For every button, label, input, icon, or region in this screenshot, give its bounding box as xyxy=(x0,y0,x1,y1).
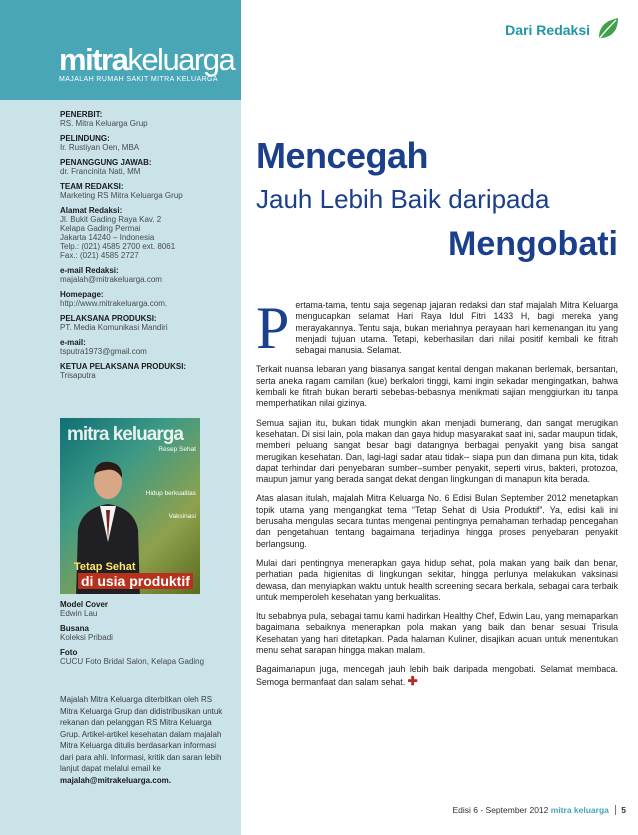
leaf-icon xyxy=(596,16,620,42)
staff-value: Fax.: (021) 4585 2727 xyxy=(60,251,139,260)
staff-heading: PELAKSANA PRODUKSI: xyxy=(60,314,157,323)
staff-value: dr. Francinita Nati, MM xyxy=(60,167,141,176)
cover-logo: mitra keluarga xyxy=(67,424,183,445)
staff-value: Jakarta 14240 – Indonesia xyxy=(60,233,155,242)
publisher-note-text: Majalah Mitra Keluarga diterbitkan oleh RS Mitra Keluarga Grup dan didistribusikan untuk rekanan dan pelanggan RS Mitra Keluarga Grup. Artikel-artikel kesehatan dalam majalah Mitra Keluarga ditulis berdasarkan informasi dari para ahli. Informasi, kritik dan saran lebih lanjut dapat melalui email ke xyxy=(60,695,223,773)
staff-value: Marketing RS Mitra Keluarga Grup xyxy=(60,191,183,200)
masthead-tagline: MAJALAH RUMAH SAKIT MITRA KELUARGA xyxy=(59,76,218,83)
staff-heading: KETUA PELAKSANA PRODUKSI: xyxy=(60,362,187,371)
article-body xyxy=(256,295,618,696)
page-number: 5 xyxy=(615,805,626,815)
staff-heading: Alamat Redaksi: xyxy=(60,206,123,215)
staff-email[interactable]: tsputra1973@gmail.com xyxy=(60,347,147,356)
title-line-3: Mengobati xyxy=(448,225,618,263)
masthead-band xyxy=(0,0,241,100)
staff-heading: PENANGGUNG JAWAB: xyxy=(60,158,152,167)
page-footer xyxy=(452,805,626,815)
cover-line: Resep Sehat xyxy=(158,446,196,453)
staff-value: RS. Mitra Keluarga Grup xyxy=(60,119,148,128)
cover-line: Vaksinasi xyxy=(168,513,196,520)
paragraph: Semua sajian itu, bukan tidak mungkin akan menjadi bumerang, dan sangat merugikan kesehatan. Di sisi lain, pola makan dan gaya hidup masyarakat saat ini, sadar maupun tidak, memberi peluang sangat besar bagi datangnya berbagai penyakit yang bisa sangat merugikan kesehatan. Dan, lagi-lagi sadar atau tidak-- siapa pun dan dimana pun kita, tidak dapat terhindar dari penyebaran sumber–sumber penyakit, seperti virus, bakteri, protozoa, maupun jamur yang berada sangat dekat dengan lingkungan di manapun kita berada. xyxy=(256,417,618,485)
credit-heading: Busana xyxy=(60,624,89,633)
drop-cap: P xyxy=(256,295,290,361)
cover-line: Hidup berkualitas xyxy=(145,490,196,497)
cover-headline-bottom: di usia produktif xyxy=(78,573,193,589)
footer-logo: mitra keluarga xyxy=(550,805,609,815)
staff-homepage-link[interactable]: http://www.mitrakeluarga.com. xyxy=(60,299,168,308)
paragraph: Bagaimanapun juga, mencegah jauh lebih baik daripada mengobati. Selamat membaca. Semoga bermanfaat dan salam sehat. xyxy=(256,664,618,687)
logo-light: keluarga xyxy=(127,42,235,77)
credit-value: Edwin Lau xyxy=(60,609,98,618)
staff-value: Kelapa Gading Permai xyxy=(60,224,141,233)
credit-heading: Model Cover xyxy=(60,600,109,609)
staff-value: Telp.: (021) 4585 2700 ext. 8061 xyxy=(60,242,176,251)
staff-list xyxy=(60,110,230,386)
credit-value: Koleksi Pribadi xyxy=(60,633,113,642)
staff-value: Ir. Rustiyan Oen, MBA xyxy=(60,143,140,152)
credit-value: CUCU Foto Bridal Salon, Kelapa Gading xyxy=(60,657,205,666)
section-rubric: Dari Redaksi xyxy=(505,22,590,38)
staff-heading: e-mail: xyxy=(60,338,86,347)
magazine-cover-image xyxy=(60,418,200,594)
staff-value: PT. Media Komunikasi Mandiri xyxy=(60,323,168,332)
masthead-logo xyxy=(59,44,234,83)
publisher-note-email[interactable]: majalah@mitrakeluarga.com. xyxy=(60,775,171,785)
paragraph: ertama-tama, tentu saja segenap jajaran redaksi dan staf majalah Mitra Keluarga mengucapkan selamat Hari Raya Idul Fitri 1433 H, bagi mereka yang merayakannya. Tentu saja, bukan meriahnya perayaan hari kemenangan itu yang menjadi tujuan utama. Tetapi, keberhasilan dari nilai positif kembali ke fitrah sebagai manusia. Selamat. xyxy=(295,300,618,356)
paragraph: Terkait nuansa lebaran yang biasanya sangat kental dengan makanan berlemak, bersantan, serta aneka ragam camilan (kue) berkalori tinggi, kami ingin sekadar mengingatkan, bahwa kembali ke fitrah bukan berarti sebebas-bebasnya menikmati sajian menggiurkan itu tanpa memperhatikan nilai gizinya. xyxy=(256,364,618,409)
cross-icon: ✚ xyxy=(407,673,418,688)
title-line-2: Jauh Lebih Baik daripada xyxy=(256,184,550,214)
staff-email[interactable]: majalah@mitrakeluarga.com xyxy=(60,275,162,284)
paragraph: Itu sebabnya pula, sebagai tamu kami hadirkan Healthy Chef, Edwin Lau, yang memaparkan bagaimana sebaiknya menerapkan pola makan yang baik dan benar sesuai Trisula Kesehatan yang hari ditetapkan. Pada halaman Kuliner, disajikan acuan untuk menentukan menu sehat sarapan hingga makan malam. xyxy=(256,611,618,656)
credit-heading: Foto xyxy=(60,648,78,657)
paragraph: Mulai dari pentingnya menerapkan gaya hidup sehat, pola makan yang baik dan benar, perhatian pada higienitas di lingkungan sekitar, hingga perlunya melakukan vaksinasi dewasa, dan menyiapkan waktu untuk health screening secara berkala, sebagai cara terbaik untuk memperoleh kesehatan yang berkualitas. xyxy=(256,557,618,602)
staff-heading: e-mail Redaksi: xyxy=(60,266,119,275)
staff-heading: TEAM REDAKSI: xyxy=(60,182,124,191)
staff-heading: PENERBIT: xyxy=(60,110,103,119)
staff-value: Trisaputra xyxy=(60,371,96,380)
publisher-note xyxy=(60,694,230,786)
sidebar xyxy=(0,0,241,835)
title-line-1: Mencegah xyxy=(256,135,429,176)
logo-bold: mitra xyxy=(59,42,128,77)
staff-value: Jl. Bukit Gading Raya Kav. 2 xyxy=(60,215,162,224)
edition-label: Edisi 6 - September 2012 xyxy=(452,805,549,815)
staff-heading: PELINDUNG: xyxy=(60,134,110,143)
paragraph: Atas alasan itulah, majalah Mitra Keluarga No. 6 Edisi Bulan September 2012 menetapkan topik utama yang mengangkat tema “Tetap Sehat di Usia Produktif”. Ya, edisi kali ini berusaha mengulas secara tuntas mengenai pentingnya pemahaman terhadap pencegahan dan pengetahuan tentang bagaimana terjadinya hingga proses penyebaran penyakit berlangsung. xyxy=(256,493,618,549)
cover-headline-top: Tetap Sehat xyxy=(74,561,136,573)
staff-heading: Homepage: xyxy=(60,290,104,299)
cover-credits xyxy=(60,600,220,672)
